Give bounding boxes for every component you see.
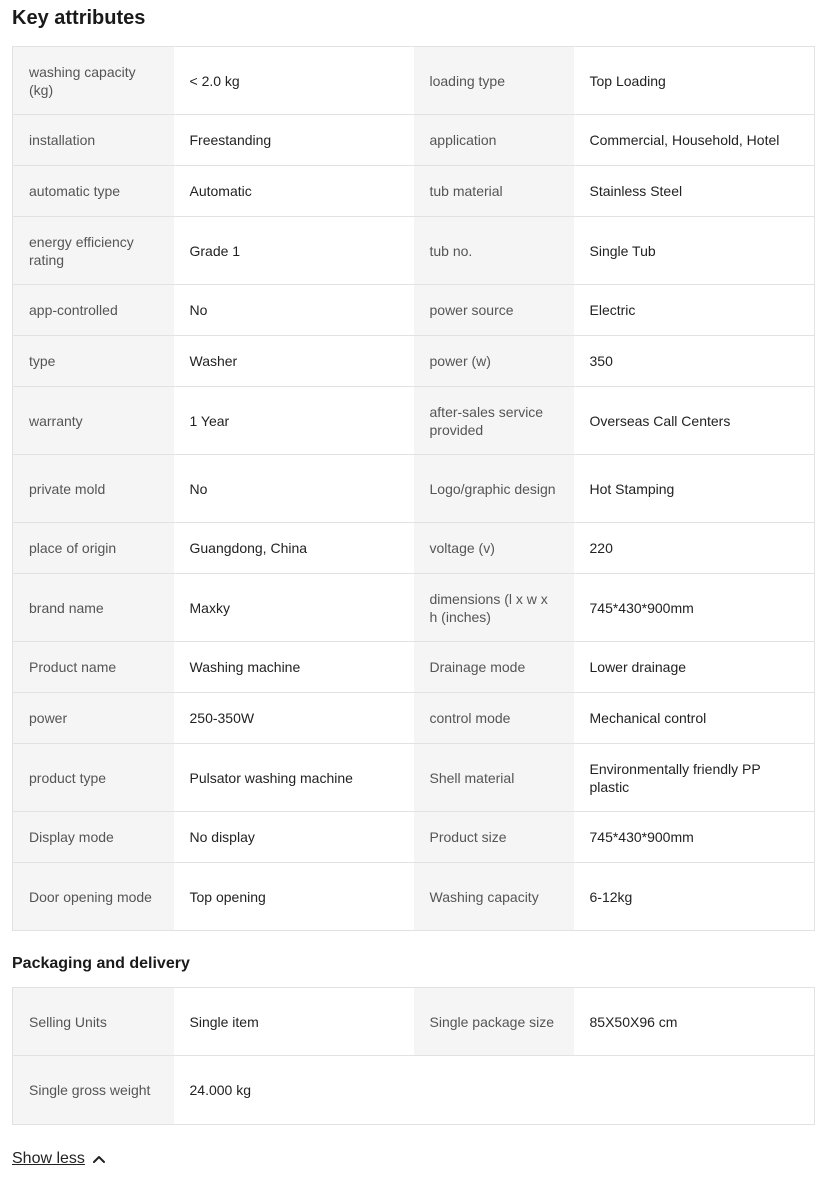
attribute-key: after-sales service provided [414,387,574,455]
attribute-key: power source [414,285,574,336]
chevron-up-icon [93,1155,105,1163]
table-row [13,642,815,693]
attribute-key: warranty [13,387,174,455]
attribute-key: private mold [13,455,174,523]
table-row [13,166,815,217]
attribute-value: Single item [174,988,414,1056]
attribute-value: Lower drainage [574,642,815,693]
packaging-table [12,987,815,1125]
attribute-value: 24.000 kg [174,1056,414,1125]
attribute-key: type [13,336,174,387]
attribute-value: Maxky [174,574,414,642]
attribute-value: Top Loading [574,47,815,115]
attribute-value: 745*430*900mm [574,812,815,863]
attribute-value: Commercial, Household, Hotel [574,115,815,166]
attribute-value: 745*430*900mm [574,574,815,642]
attribute-key: Product name [13,642,174,693]
empty-cell [414,1056,574,1125]
attribute-key: Logo/graphic design [414,455,574,523]
attribute-key: Selling Units [13,988,174,1056]
attribute-value: Hot Stamping [574,455,815,523]
table-row [13,115,815,166]
attribute-value: Washer [174,336,414,387]
attribute-key: Product size [414,812,574,863]
attribute-key: place of origin [13,523,174,574]
show-less-button[interactable] [12,1150,105,1168]
attribute-value: 1 Year [174,387,414,455]
table-row [13,336,815,387]
attribute-key: power [13,693,174,744]
attribute-value: No [174,285,414,336]
attribute-key: control mode [414,693,574,744]
attribute-value: Electric [574,285,815,336]
attribute-key: brand name [13,574,174,642]
attribute-key: power (w) [414,336,574,387]
table-row [13,217,815,285]
attribute-key: voltage (v) [414,523,574,574]
attribute-value: 220 [574,523,815,574]
attribute-value: Grade 1 [174,217,414,285]
attribute-value: 85X50X96 cm [574,988,815,1056]
attribute-value: < 2.0 kg [174,47,414,115]
table-row [13,1056,815,1125]
table-row [13,988,815,1056]
show-less-label: Show less [12,1150,85,1167]
attribute-key: Door opening mode [13,863,174,931]
key-attributes-title: Key attributes [12,7,146,29]
empty-cell [574,1056,815,1125]
attribute-value: 350 [574,336,815,387]
attribute-key: product type [13,744,174,812]
attribute-key: tub no. [414,217,574,285]
attribute-key: energy efficiency rating [13,217,174,285]
attribute-key: automatic type [13,166,174,217]
table-row [13,47,815,115]
attribute-value: Top opening [174,863,414,931]
attribute-value: Pulsator washing machine [174,744,414,812]
attribute-key: tub material [414,166,574,217]
attribute-value: No [174,455,414,523]
attribute-value: Washing machine [174,642,414,693]
attribute-value: Freestanding [174,115,414,166]
attribute-key: Display mode [13,812,174,863]
attribute-key: Single gross weight [13,1056,174,1125]
attribute-key: Single package size [414,988,574,1056]
attribute-value: Automatic [174,166,414,217]
attribute-key: dimensions (l x w x h (inches) [414,574,574,642]
attribute-value: Environmentally friendly PP plastic [574,744,815,812]
attribute-value: Stainless Steel [574,166,815,217]
attribute-key: loading type [414,47,574,115]
table-row [13,523,815,574]
attribute-value: Overseas Call Centers [574,387,815,455]
table-row [13,693,815,744]
attribute-key: installation [13,115,174,166]
attribute-value: Single Tub [574,217,815,285]
table-row [13,812,815,863]
attribute-key: Washing capacity [414,863,574,931]
table-row [13,285,815,336]
table-row [13,863,815,931]
attribute-key: Shell material [414,744,574,812]
table-row [13,387,815,455]
attribute-value: 6-12kg [574,863,815,931]
attribute-key: app-controlled [13,285,174,336]
attribute-key: washing capacity (kg) [13,47,174,115]
attribute-value: Guangdong, China [174,523,414,574]
key-attributes-table [12,46,815,931]
table-row [13,455,815,523]
attribute-key: Drainage mode [414,642,574,693]
packaging-title: Packaging and delivery [12,955,190,972]
table-row [13,574,815,642]
attribute-value: Mechanical control [574,693,815,744]
attribute-value: No display [174,812,414,863]
attribute-value: 250-350W [174,693,414,744]
table-row [13,744,815,812]
attribute-key: application [414,115,574,166]
